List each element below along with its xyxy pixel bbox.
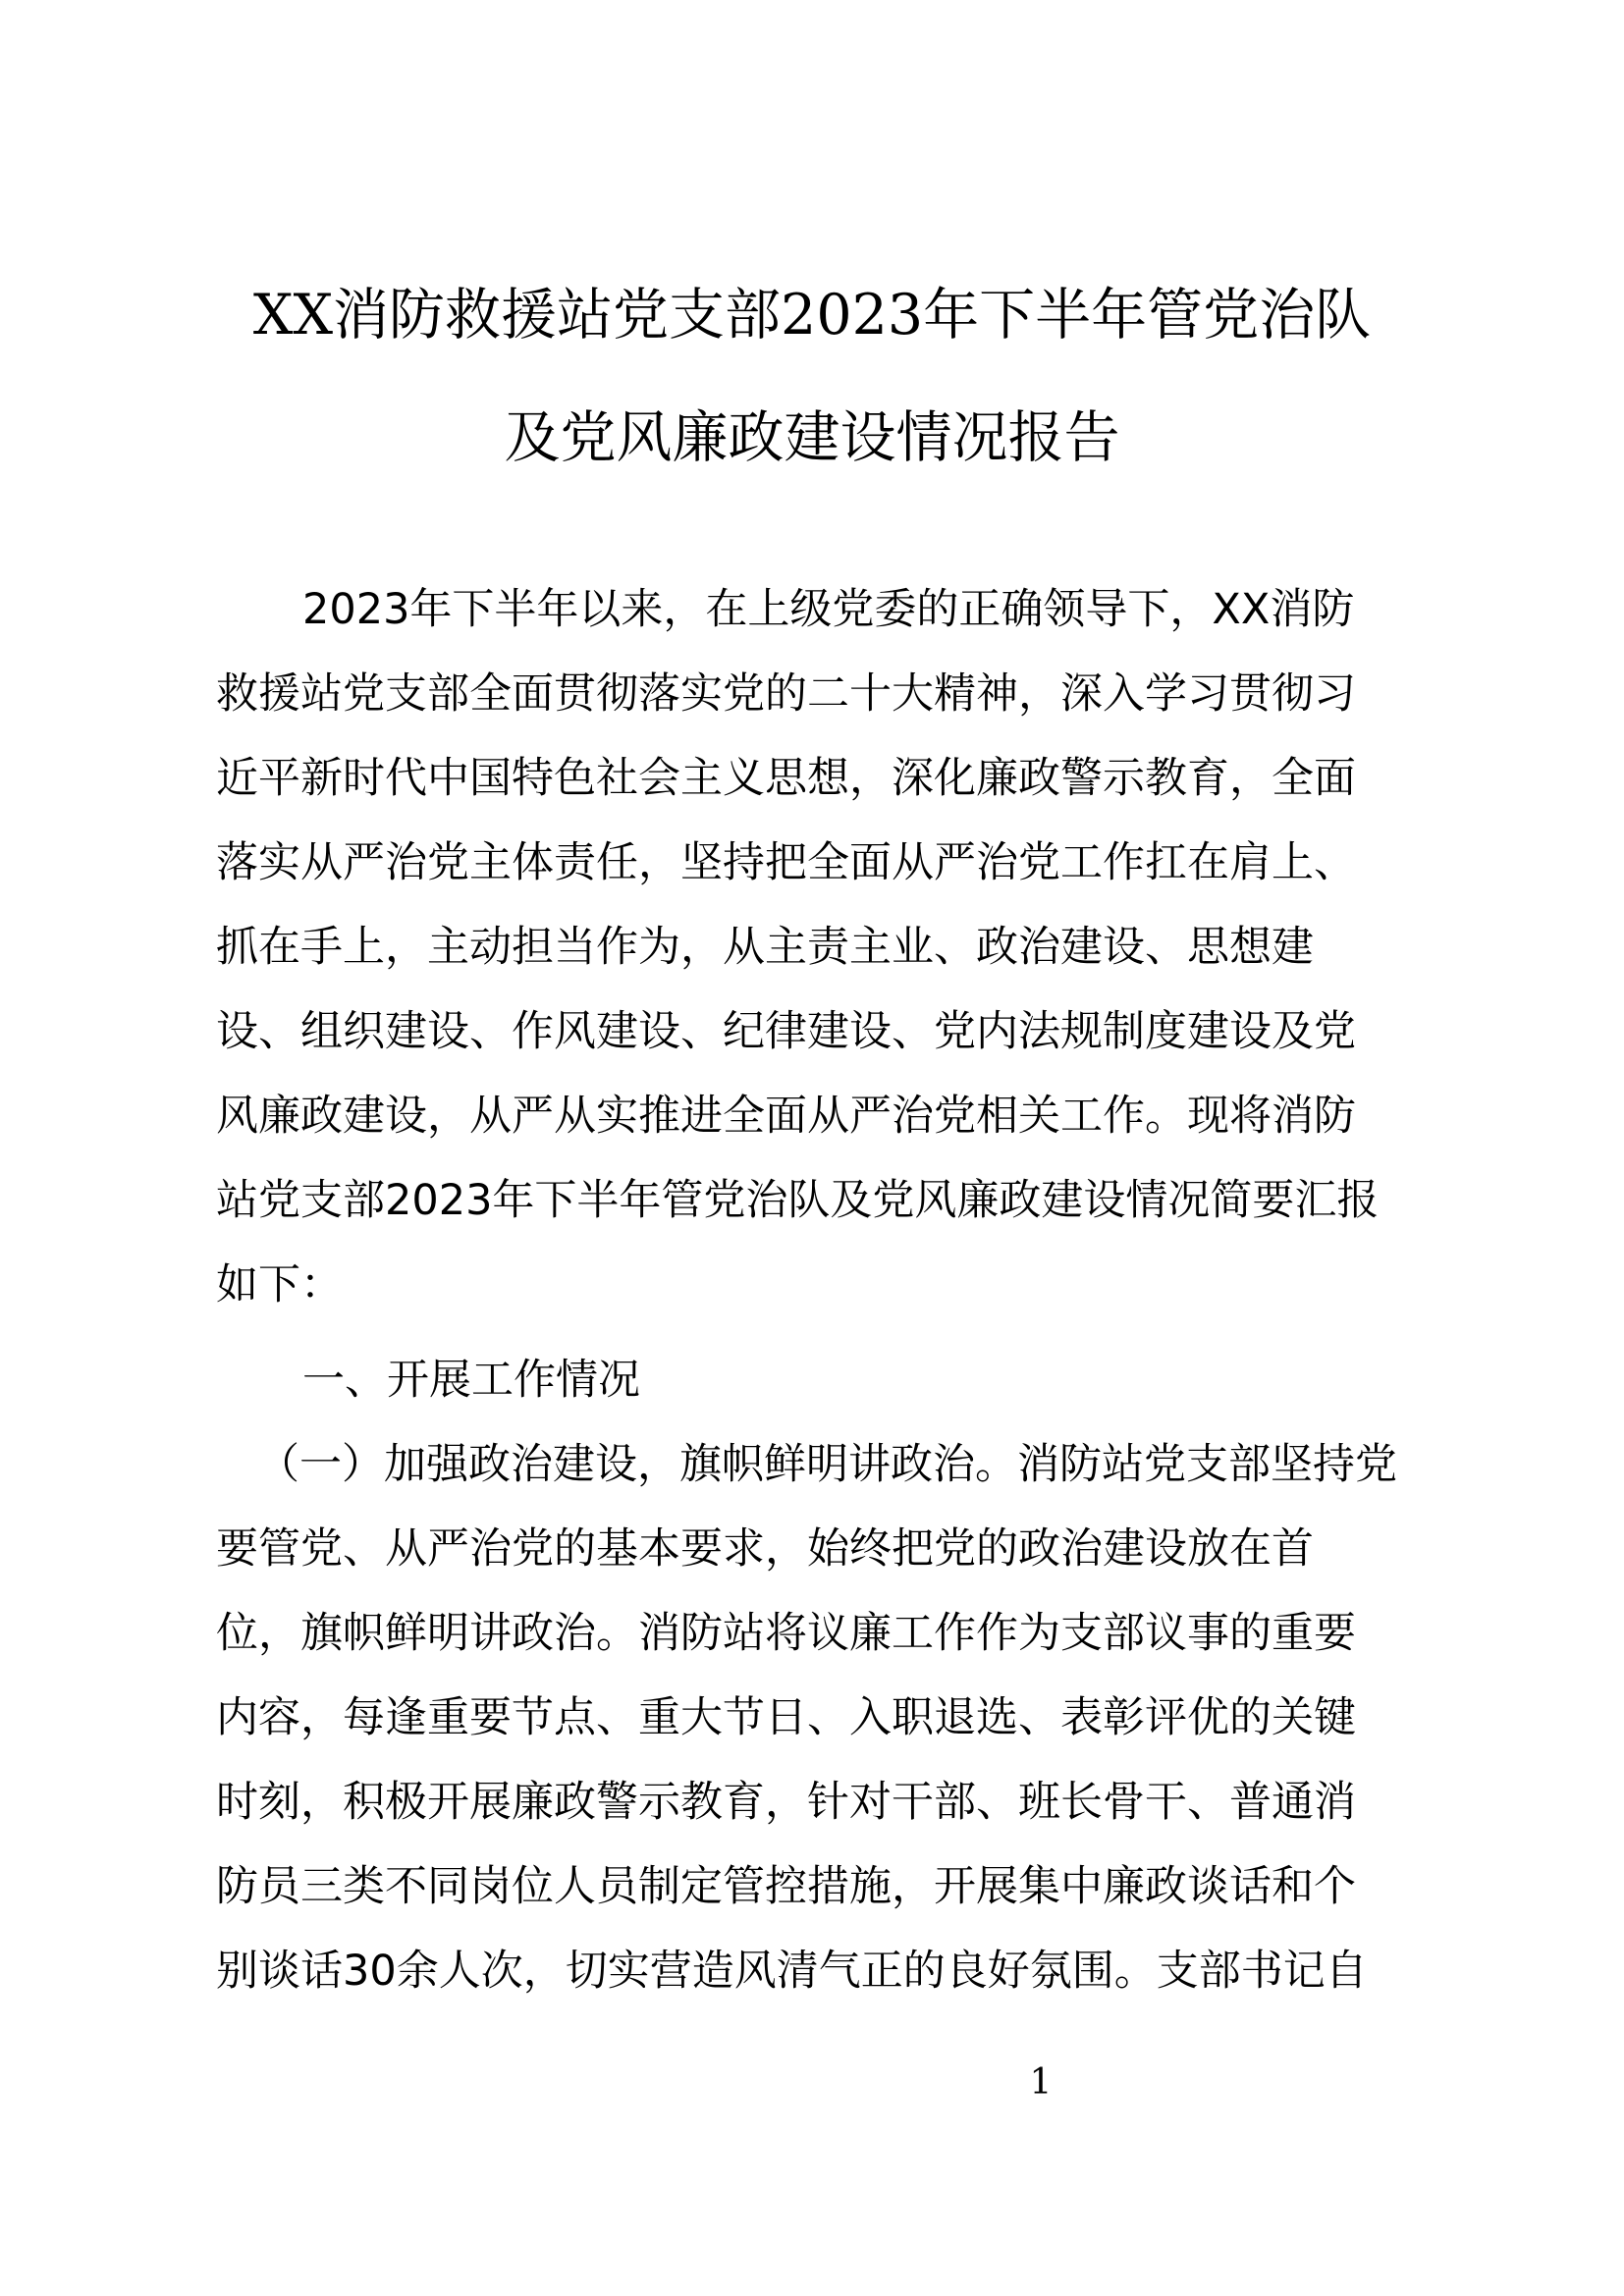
body-line: 落实从严治党主体责任，坚持把全面从严治党工作扛在肩上、 xyxy=(216,838,1356,887)
body-line: 救援站党支部全面贯彻落实党的二十大精神，深入学习贯彻习 xyxy=(216,669,1356,719)
body-line: 内容，每逢重要节点、重大节日、入职退选、表彰评优的关键 xyxy=(216,1693,1356,1742)
body-line: 位，旗帜鲜明讲政治。消防站将议廉工作作为支部议事的重要 xyxy=(216,1609,1356,1658)
section-heading: 一、开展工作情况 xyxy=(302,1356,640,1405)
body-line: 时刻，积极开展廉政警示教育，针对干部、班长骨干、普通消 xyxy=(216,1778,1356,1827)
page-number: 1 xyxy=(1029,2062,1053,2103)
body-line: 要管党、从严治党的基本要求，始终把党的政治建设放在首 xyxy=(216,1524,1314,1574)
body-line: 站党支部2023年下半年管党治队及党风廉政建设情况简要汇报 xyxy=(216,1176,1380,1225)
body-line: 防员三类不同岗位人员制定管控措施，开展集中廉政谈话和个 xyxy=(216,1862,1356,1911)
body-line: 风廉政建设，从严从实推进全面从严治党相关工作。现将消防 xyxy=(216,1092,1356,1141)
body-line: 近平新时代中国特色社会主义思想，深化廉政警示教育，全面 xyxy=(216,754,1356,803)
body-line: （一）加强政治建设，旗帜鲜明讲政治。消防站党支部坚持党 xyxy=(257,1440,1397,1489)
body-line: 设、组织建设、作风建设、纪律建设、党内法规制度建设及党 xyxy=(216,1007,1356,1056)
document-title-line-1: XX消防救援站党支部2023年下半年管党治队 xyxy=(252,283,1372,347)
body-line: 别谈话30余人次，切实营造风清气正的良好氛围。支部书记自 xyxy=(216,1947,1368,1996)
body-line: 如下： xyxy=(216,1260,343,1309)
document-title-line-2: 及党风廉政建设情况报告 xyxy=(504,405,1120,470)
body-line: 2023年下半年以来，在上级党委的正确领导下，XX消防 xyxy=(302,585,1355,634)
body-line: 抓在手上，主动担当作为，从主责主业、政治建设、思想建 xyxy=(216,923,1314,972)
